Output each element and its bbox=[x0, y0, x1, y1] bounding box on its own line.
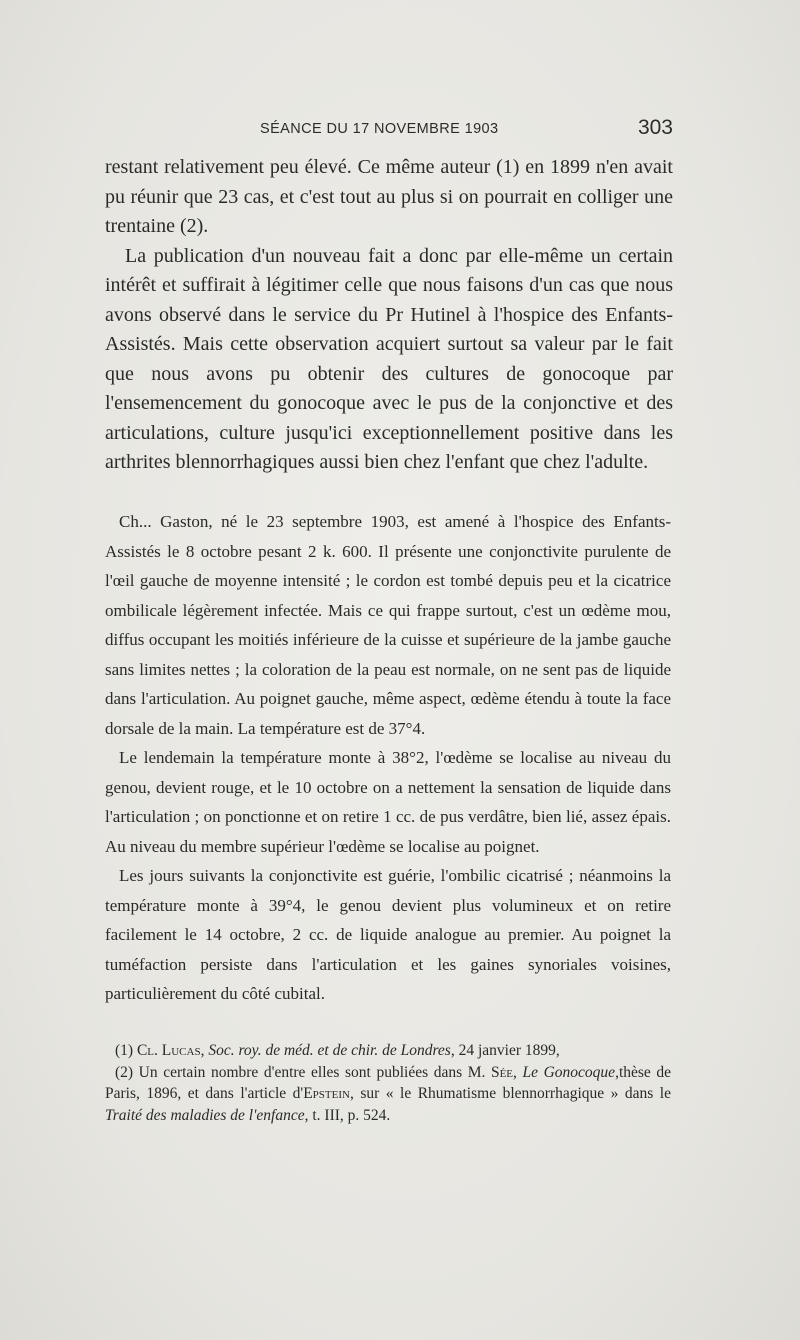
footnote-1-number: (1) bbox=[115, 1042, 137, 1059]
footnote-2-separator: , bbox=[513, 1063, 523, 1081]
footnotes bbox=[105, 1040, 671, 1126]
running-head: SÉANCE DU 17 NOVEMBRE 1903 bbox=[260, 121, 499, 137]
footnote-2-author-see: Sée bbox=[490, 1063, 514, 1081]
footnote-2-text-a: (2) Un certain nombre d'entre elles sont publiées dans M. bbox=[115, 1063, 491, 1081]
footnote-2-title: Le Gonocoque bbox=[522, 1063, 616, 1081]
footnote-1 bbox=[105, 1040, 671, 1062]
footnote-2-text-d: , t. III, p. 524. bbox=[304, 1106, 391, 1124]
page-header bbox=[105, 116, 675, 148]
footnote-2-author-epstein: Epstein bbox=[303, 1085, 350, 1102]
footnote-2-treatise: Traité des maladies de l'enfance bbox=[105, 1106, 305, 1124]
clinical-observation bbox=[105, 507, 671, 1009]
footnote-2 bbox=[105, 1062, 671, 1127]
footnote-1-journal: Soc. roy. de méd. et de chir. de Londres bbox=[208, 1042, 451, 1059]
observation-paragraph-1: Ch... Gaston, né le 23 septembre 1903, est amené à l'hospice des Enfants-Assistés le 8 octobre pesant 2 k. 600. Il présente une conjonctivite purulente de l'œil gauche de moyenne intensité ; le cordon est tombé depuis peu et la cicatrice ombilicale légèrement infectée. Mais ce qui frappe surtout, c'est un œdème mou, diffus occupant les moitiés inférieure de la cuisse et supérieure de la jambe gauche sans limites nettes ; la coloration de la peau est normale, on ne sent pas de liquide dans l'articulation. Au poignet gauche, même aspect, œdème étendu à toute la face dorsale de la main. La température est de 37°4. bbox=[105, 512, 671, 738]
footnote-2-text-c: , sur « le Rhumatisme blennorrhagique » dans le bbox=[349, 1085, 671, 1102]
footnote-1-date: , 24 janvier 1899, bbox=[450, 1042, 560, 1059]
footnote-1-author: Cl. Lucas bbox=[136, 1042, 201, 1059]
observation-paragraph-3: Les jours suivants la conjonctivite est guérie, l'ombilic cicatrisé ; néanmoins la température monte à 39°4, le genou devient plus volumineux et on retire facilement le 14 octobre, 2 cc. de liquide analogue au premier. Au poignet la tuméfaction persiste dans l'articulation et les gaines synoriales voisines, particulièrement du côté cubital. bbox=[105, 866, 671, 1003]
page-number: 303 bbox=[637, 116, 673, 139]
footnote-1-separator: , bbox=[200, 1042, 209, 1059]
main-text bbox=[105, 153, 673, 478]
observation-paragraph-2: Le lendemain la température monte à 38°2, l'œdème se localise au niveau du genou, devient rouge, et le 10 octobre on a nettement la sensation de liquide dans l'articulation ; on ponctionne et on retire 1 cc. de pus verdâtre, bien lié, assez épais. Au niveau du membre supérieur l'œdème se localise au poignet. bbox=[105, 748, 671, 856]
footnote-2-text-b: ,thèse de Paris, 1896, et dans l'article d' bbox=[105, 1063, 672, 1102]
main-paragraph-1: restant relativement peu élevé. Ce même auteur (1) en 1899 n'en avait pu réunir que 23 cas, et c'est tout au plus si on pourrait en colliger une trentaine (2). bbox=[105, 156, 673, 237]
main-paragraph-2: La publication d'un nouveau fait a donc par elle-même un certain intérêt et suffirait à légitimer celle que nous faisons d'un cas que nous avons observé dans le service du Pr Hutinel à l'hospice des Enfants-Assistés. Mais cette observation acquiert surtout sa valeur par le fait que nous avons pu obtenir des cultures de gonocoque par l'ensemencement du gonocoque avec le pus de la conjonctive et des articulations, culture jusqu'ici exceptionnellement positive dans les arthrites blennorrhagiques aussi bien chez l'enfant que chez l'adulte. bbox=[105, 244, 673, 473]
